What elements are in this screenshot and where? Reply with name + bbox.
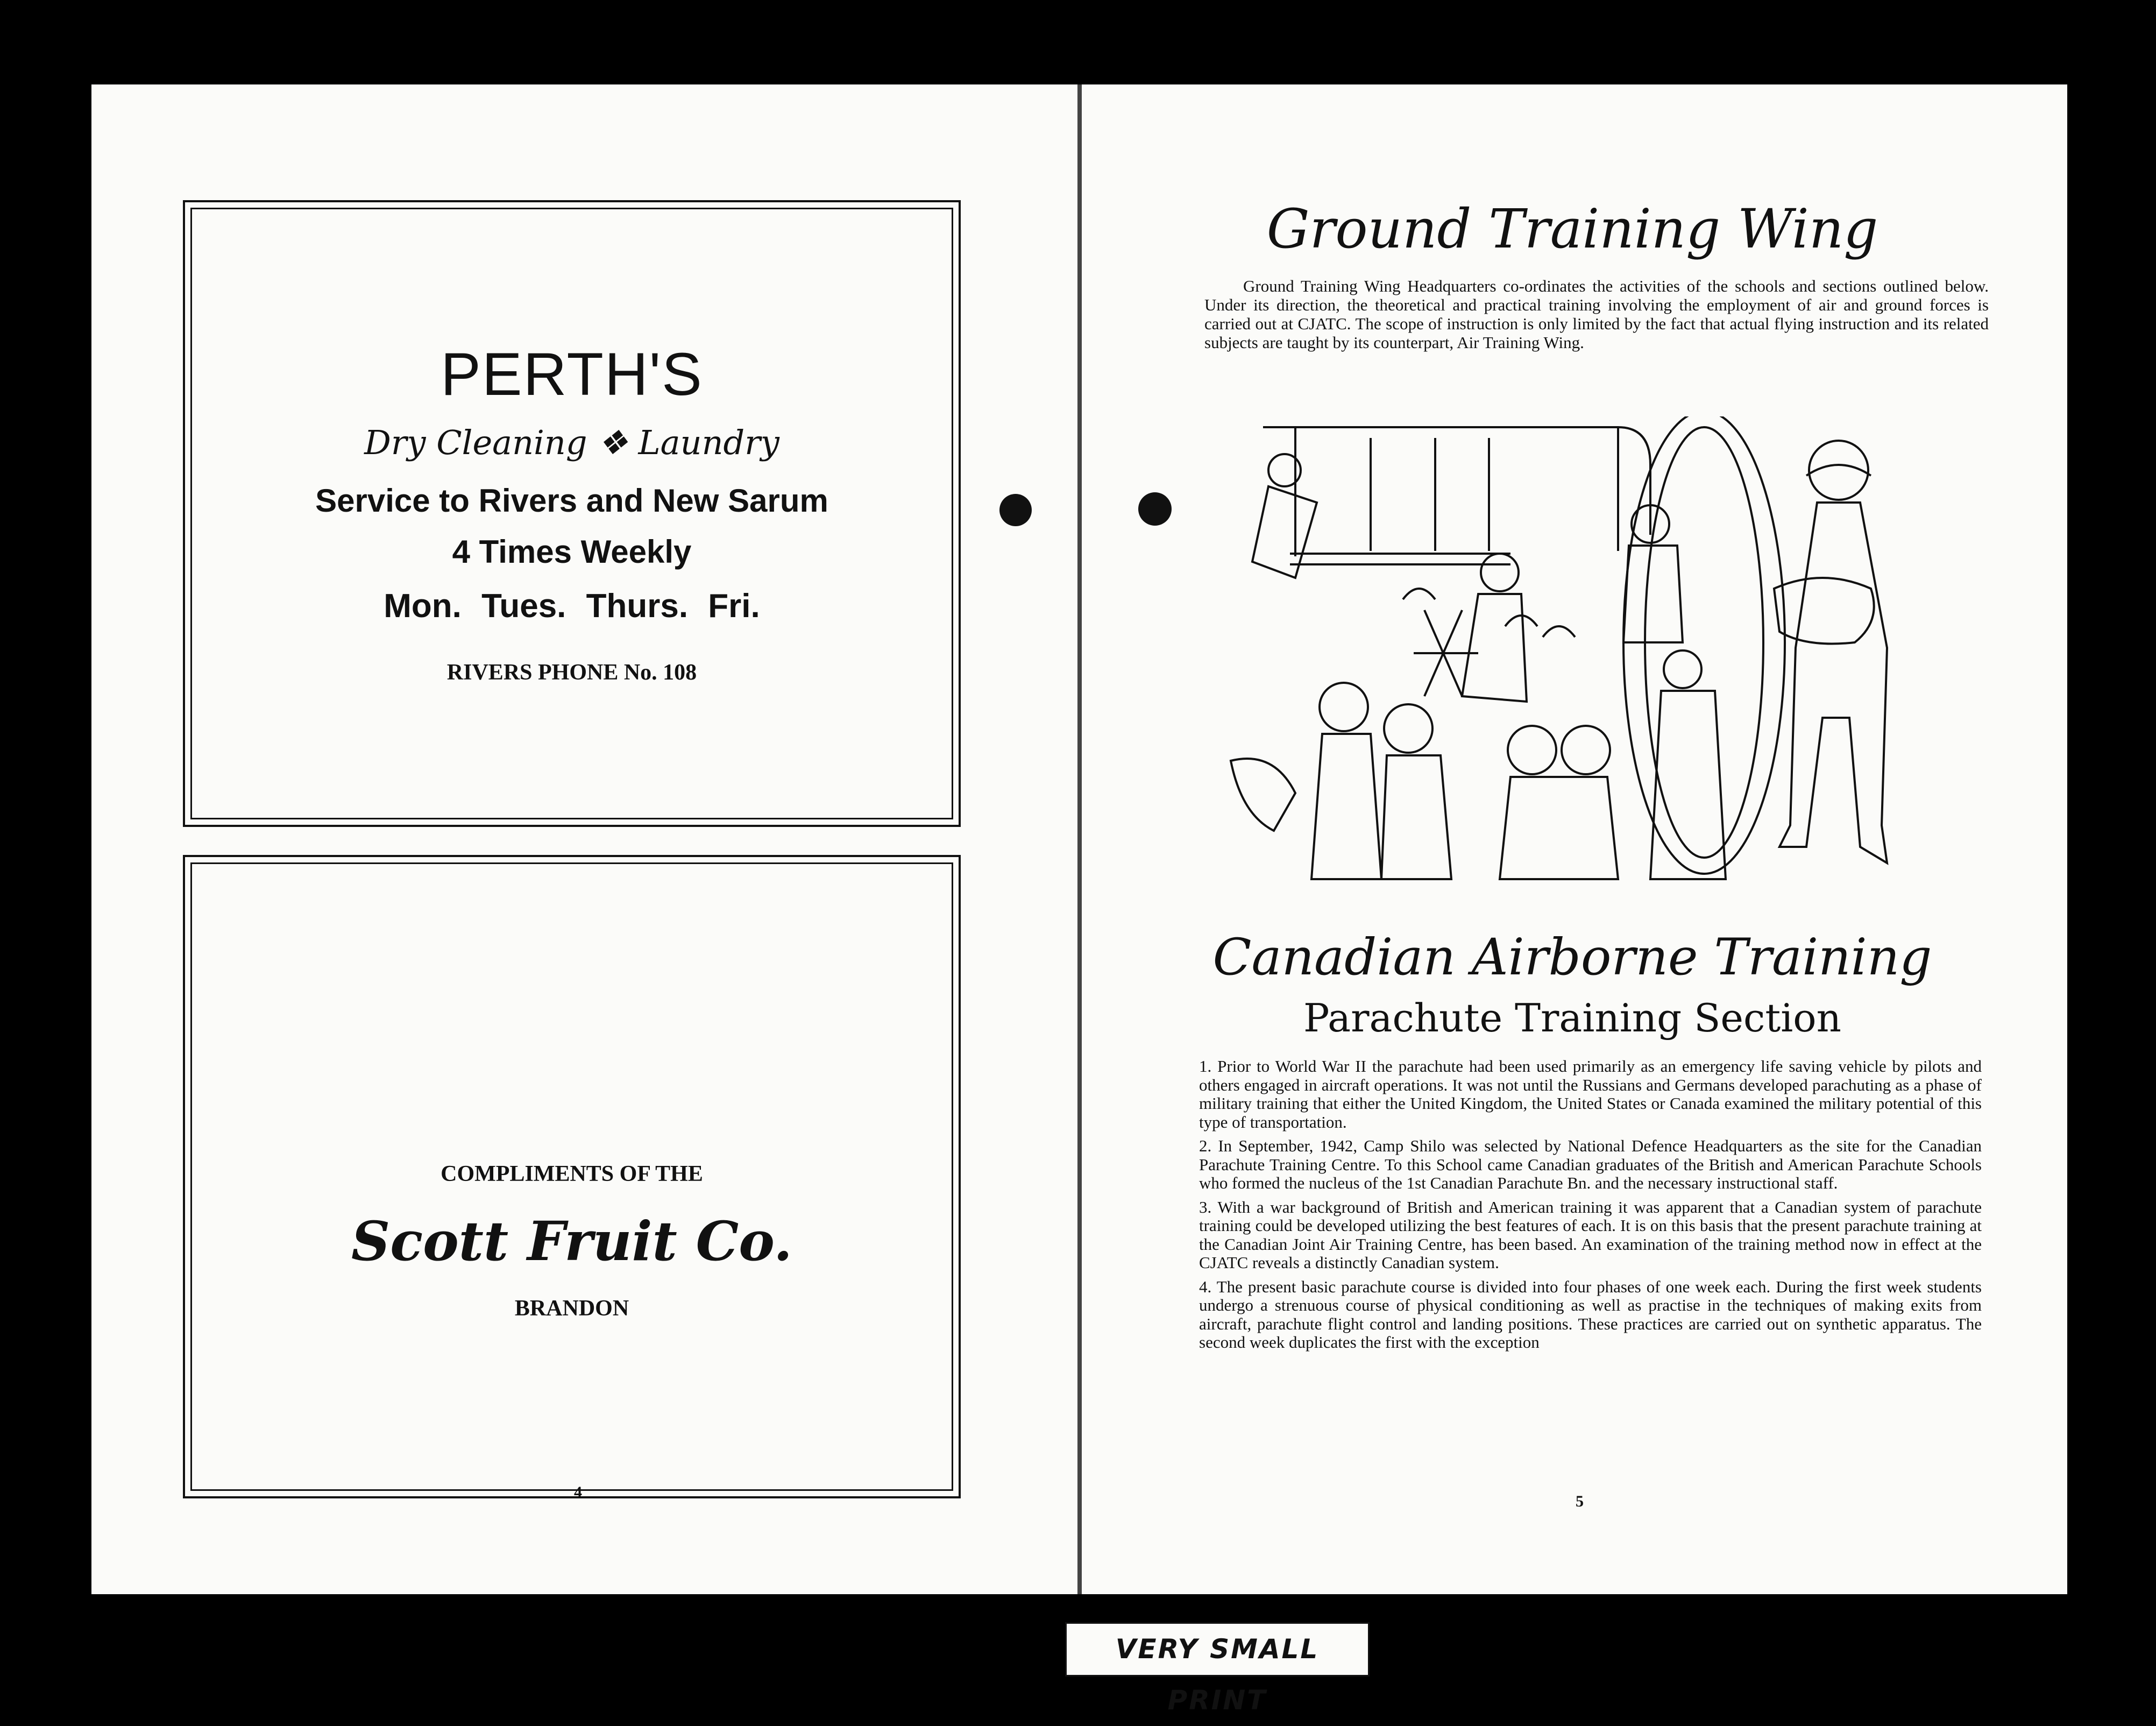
page-gutter xyxy=(1077,84,1082,1594)
paratrooper-training-illustration xyxy=(1209,416,1925,886)
perths-subtitle: Dry Cleaning ❖ Laundry xyxy=(364,423,779,462)
scott-compliments: COMPLIMENTS OF THE xyxy=(441,1162,703,1186)
right-page xyxy=(1077,84,2067,1594)
perths-phone: RIVERS PHONE No. 108 xyxy=(446,660,697,685)
perths-advertisement xyxy=(183,200,961,827)
paragraph-4: 4. The present basic parachute course is divided into four phases of one week each. During the first week students undergo a strenuous course of physical conditioning as well as practise in the techniques of making exits from aircraft, parachute flight control and landing positions. These practices are carried out on synthetic apparatus. The second week duplicates the first with the exception xyxy=(1199,1277,1982,1352)
paragraph-2: 2. In September, 1942, Camp Shilo was selected by National Defence Headquarters as the site for the Canadian Parachute Training Centre. To this School came Canadian graduates of the British and American Parachute Schools who formed the nucleus of the 1st Canadian Parachute Bn. and the necessary instructional staff. xyxy=(1199,1136,1982,1192)
parachute-section-heading: Parachute Training Section xyxy=(1303,995,1842,1041)
right-page-number: 5 xyxy=(1576,1492,1584,1510)
airborne-training-heading: Canadian Airborne Training xyxy=(1212,928,1932,987)
ground-training-intro: Ground Training Wing Headquarters co-ordinates the activities of the schools and sections outlined below. Under its direction, the theoretical and practical training involving the employment of air and ground forces is carried out at CJATC. The scope of instruction is only limited by the fact that actual flying instruction and its related subjects are taught by its counterpart, Air Training Wing. xyxy=(1204,277,1989,352)
very-small-print-tag: VERY SMALL PRINT xyxy=(1065,1622,1370,1677)
punch-hole-right xyxy=(1138,492,1172,526)
punch-hole-left xyxy=(999,494,1032,526)
paragraph-1: 1. Prior to World War II the parachute had been used primarily as an emergency life saving vehicle by pilots and others engaged in aircraft operations. It was not until the Russians and Germans developed parachuting as a phase of military training that either the United Kingdom, the United States or Canada examined the military potential of this type of transportation. xyxy=(1199,1057,1982,1131)
ground-training-heading: Ground Training Wing xyxy=(1266,197,1878,260)
perths-frequency: 4 Times Weekly xyxy=(452,534,692,570)
left-page xyxy=(91,84,1083,1594)
perths-title: PERTH'S xyxy=(441,341,703,408)
parachute-paragraphs xyxy=(1199,1057,1982,1357)
perths-days: Mon. Tues. Thurs. Fri. xyxy=(384,588,760,625)
paragraph-3: 3. With a war background of British and American training it was apparent that a Canadian system of parachute training could be developed utilizing the best features of each. It is on this basis that the present parachute training at the Canadian Joint Air Training Centre, has been based. An examination of the training method now in effect at the CJATC reveals a distinctly Canadian system. xyxy=(1199,1197,1982,1272)
scott-city: BRANDON xyxy=(514,1296,629,1321)
perths-service-line: Service to Rivers and New Sarum xyxy=(315,483,828,519)
scott-fruit-advertisement xyxy=(183,855,961,1498)
scott-company-name: Scott Fruit Co. xyxy=(351,1209,792,1273)
left-page-number: 4 xyxy=(574,1483,582,1501)
